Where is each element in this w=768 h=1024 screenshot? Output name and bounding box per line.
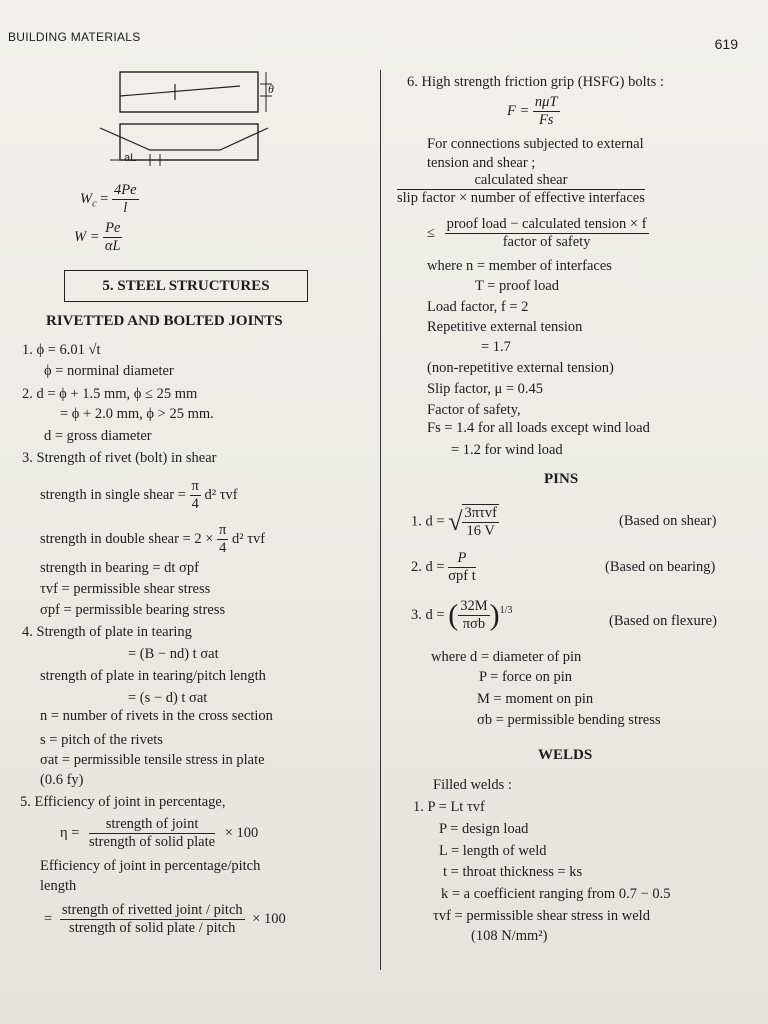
pin-p-def: P = force on pin <box>479 669 573 685</box>
pitch-equation: = (s − d) t σat <box>128 690 208 706</box>
wc-formula: $W_c$ = $\frac{4Pe}{l}$ <box>80 182 137 216</box>
sigma-definition: σpf = permissible bearing stress <box>40 602 226 618</box>
load-factor: Load factor, f = 2 <box>427 299 529 315</box>
right-column <box>381 0 768 1024</box>
pin-m-def: M = moment on pin <box>477 691 594 707</box>
efficiency-heading: 5. Efficiency of joint in percentage, <box>20 794 226 810</box>
pin-formula-bearing: 2. d = $\frac{P}{\text{σpf t}}$ <box>411 550 476 584</box>
efficiency-pitch-formula: = $\frac{\text{strength of rivetted joint / pitch}}{\text{strength of solid plate / pitch}}$ × 100 <box>44 902 286 936</box>
pin-formula-flexure: 3. d = ( $\frac{32M}{\text{πσb}}$ )$^{1/3}$ <box>411 598 513 632</box>
repetitive-tension-value: = 1.7 <box>481 339 511 355</box>
efficiency-pitch-line2: length <box>40 878 77 894</box>
line-3: 2. d = ϕ + 1.5 mm, ϕ ≤ 25 mm <box>22 386 198 402</box>
repetitive-tension: Repetitive external tension <box>427 319 583 335</box>
fs-all-loads: Fs = 1.4 for all loads except wind load <box>427 420 650 436</box>
weld-p-def: P = design load <box>439 821 529 837</box>
factor-of-safety: Factor of safety, <box>427 402 521 418</box>
line-4: = ϕ + 2.0 mm, ϕ > 25 mm. <box>60 406 214 422</box>
non-repetitive-tension: (non-repetitive external tension) <box>427 360 614 376</box>
pin-where-d: where d = diameter of pin <box>431 649 582 665</box>
n-definition: n = number of rivets in the cross section <box>40 708 273 724</box>
pin-note-shear: (Based on shear) <box>619 513 717 529</box>
sigma-at-note: (0.6 fy) <box>40 772 84 788</box>
pin-note-flexure: (Based on flexure) <box>609 613 717 629</box>
weld-t-def: t = throat thickness = ks <box>443 864 583 880</box>
n-interfaces: where n = member of interfaces <box>427 258 612 274</box>
pin-formula-shear: 1. d = √ $\frac{\text{3πτvf}}{16 V}$ <box>411 505 497 539</box>
w-formula: W = $\frac{Pe}{\alpha L}$ <box>74 220 121 254</box>
proof-load-fraction: ≤ $\frac{\text{proof load − calculated tension × f}}{\text{factor of safety}}$ <box>427 216 647 250</box>
weld-k-def: k = a coefficient ranging from 0.7 − 0.5 <box>441 886 671 902</box>
pin-note-bearing: (Based on bearing) <box>605 559 716 575</box>
line-6: 3. Strength of rivet (bolt) in shear <box>22 450 217 466</box>
hsfg-f-formula: F = $\frac{\text{nμT}}{Fs}$ <box>507 94 558 128</box>
s-definition: s = pitch of the rivets <box>40 732 163 748</box>
efficiency-pitch-line1: Efficiency of joint in percentage/pitch <box>40 858 261 874</box>
calculated-shear-fraction: $\frac{\text{calculated shear}}{\text{slip factor × number of effective interfaces}}$ <box>397 172 645 206</box>
tearing-heading: 4. Strength of plate in tearing <box>22 624 192 640</box>
section-title-box: 5. STEEL STRUCTURES <box>64 270 308 302</box>
weld-tau-def: τvf = permissible shear stress in weld <box>433 908 650 924</box>
slip-factor: Slip factor, μ = 0.45 <box>427 381 544 397</box>
tearing-equation: = (B − nd) t σat <box>128 646 219 662</box>
line-2: ϕ = norminal diameter <box>44 363 174 379</box>
connections-line1: For connections subjected to external <box>427 136 644 152</box>
filled-welds: Filled welds : <box>433 777 512 793</box>
bearing-strength: strength in bearing = dt σpf <box>40 560 199 576</box>
page-number: 619 <box>714 36 738 52</box>
double-shear-formula: strength in double shear = 2 × $\frac{\pi}{4}$ d² τvf <box>40 522 266 556</box>
pitch-heading: strength of plate in tearing/pitch length <box>40 668 266 684</box>
line-5: d = gross diameter <box>44 428 152 444</box>
sigma-at-definition: σat = permissible tensile stress in plate <box>40 752 265 768</box>
hsfg-heading: 6. High strength friction grip (HSFG) bolts : <box>407 74 664 90</box>
welds-heading: WELDS <box>538 747 593 763</box>
theta-label: θ <box>268 82 274 96</box>
weld-l-def: L = length of weld <box>439 843 547 859</box>
pin-sigma-def: σb = permissible bending stress <box>477 712 661 728</box>
pins-heading: PINS <box>544 471 579 487</box>
weld-tau-value: (108 N/mm²) <box>471 928 548 944</box>
t-definition: T = proof load <box>475 278 560 294</box>
weld-eq-1: 1. P = Lt τvf <box>413 799 485 815</box>
running-header: BUILDING MATERIALS <box>8 30 141 44</box>
efficiency-formula: η = $\frac{\text{strength of joint}}{\text{strength of solid plate}}$ × 100 <box>60 816 259 850</box>
single-shear-formula: strength in single shear = $\frac{\pi}{4}$ d² τvf <box>40 478 238 512</box>
left-column <box>0 0 380 1024</box>
fs-wind-load: = 1.2 for wind load <box>451 442 563 458</box>
connections-line2: tension and shear ; <box>427 155 536 171</box>
al-label: aL <box>124 152 137 164</box>
subsection-heading: RIVETTED AND BOLTED JOINTS <box>46 313 283 329</box>
line-1: 1. ϕ = 6.01 √t <box>22 342 101 358</box>
tau-definition: τvf = permissible shear stress <box>40 581 211 597</box>
